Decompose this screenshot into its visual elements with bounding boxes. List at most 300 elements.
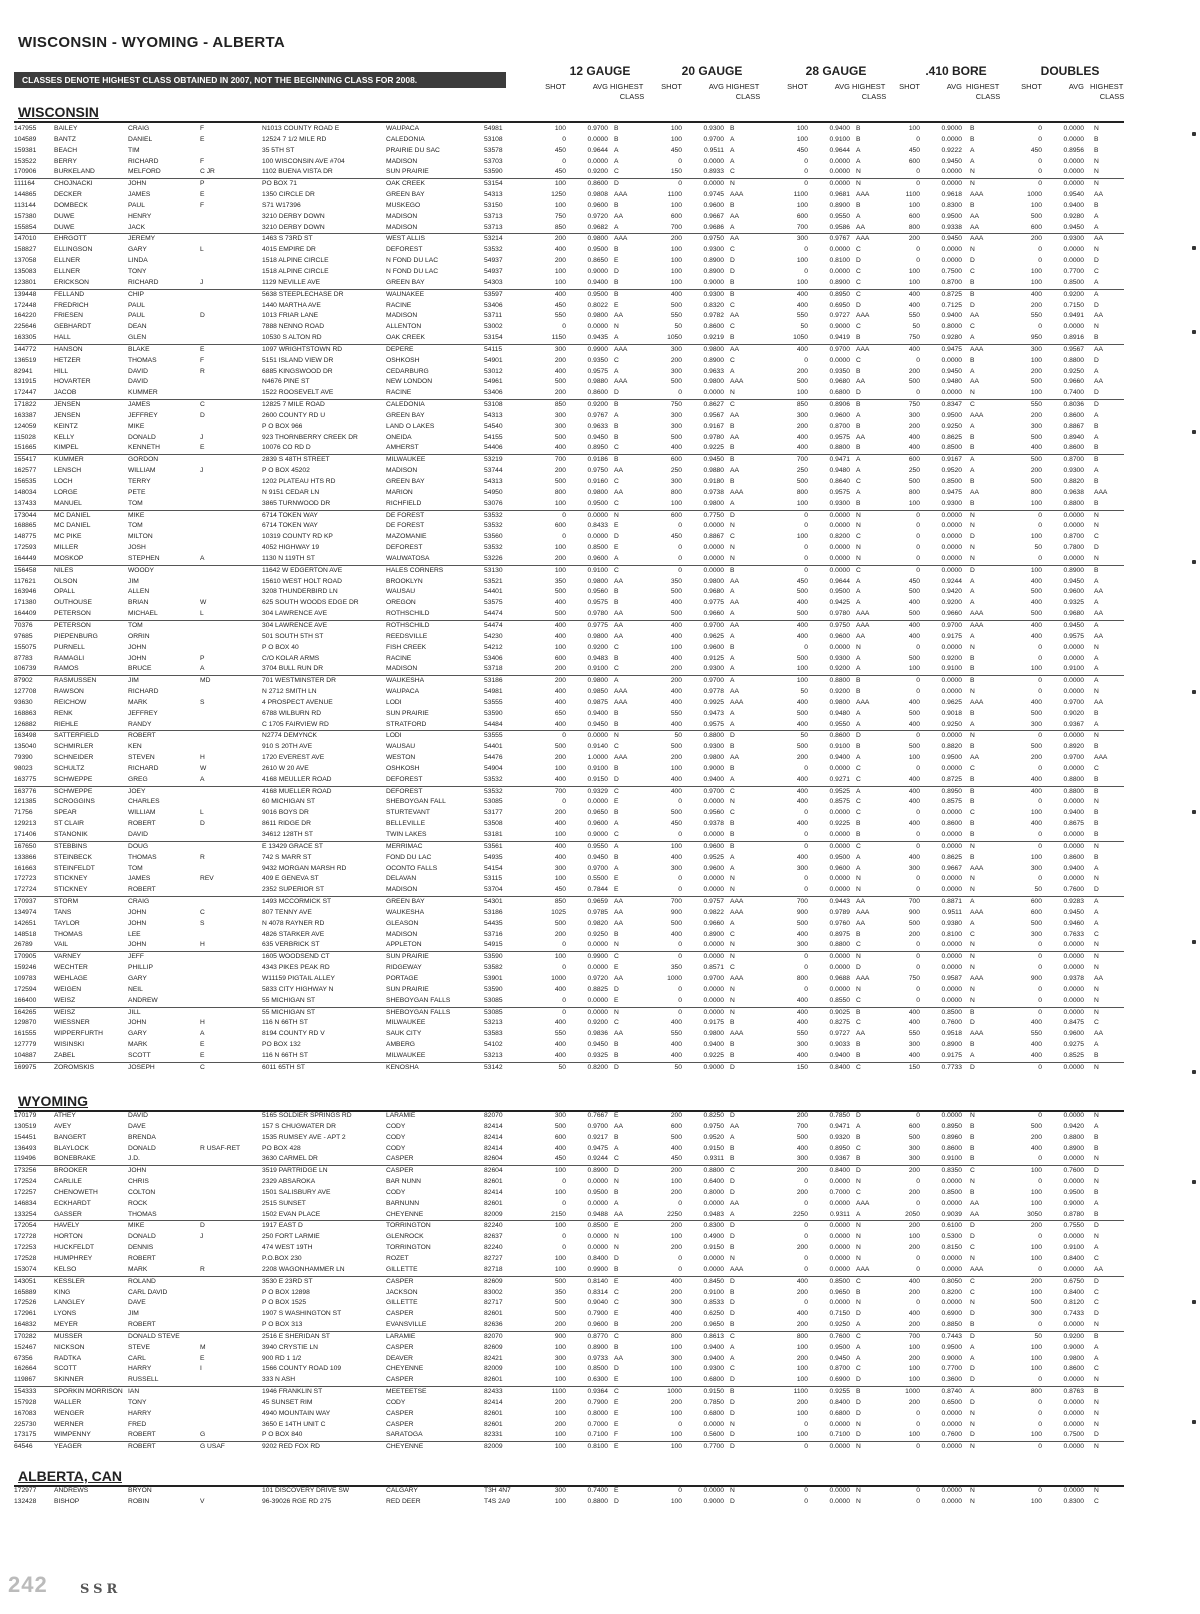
gauge-title-28: 28 GAUGE — [805, 64, 867, 78]
cell: 0.0000 — [1063, 1398, 1084, 1406]
cell: 0 — [1038, 1178, 1042, 1186]
cell: WERNER — [54, 1420, 84, 1428]
cell: 0.8740 — [941, 1388, 962, 1396]
cell: 2150 — [551, 1210, 566, 1218]
cell: 172448 — [14, 301, 37, 309]
cell: 0.8000 — [703, 1188, 724, 1196]
cell: 0.0000 — [829, 809, 850, 817]
cell: 0.9100 — [829, 135, 850, 143]
cell: 0.8800 — [829, 941, 850, 949]
cell: 400 — [554, 444, 566, 452]
cell: 0.9750 — [829, 621, 850, 629]
cell: 0.9400 — [703, 1354, 724, 1362]
cell: 0.8950 — [829, 290, 850, 298]
cell: 0 — [804, 831, 808, 838]
cell: 400 — [670, 1051, 682, 1059]
cell: 200 — [796, 1188, 808, 1196]
cell: 0 — [1038, 941, 1042, 949]
cell: RICHFIELD — [386, 499, 422, 507]
cell: 100 — [796, 257, 808, 265]
cell: N — [1094, 732, 1099, 740]
cell: 100 — [1030, 1497, 1042, 1505]
cell: B — [614, 433, 619, 441]
cell: 0 — [804, 168, 808, 176]
cell: 0.9638 — [1063, 488, 1084, 496]
cell: F — [200, 201, 205, 209]
cell: 0.9700 — [1063, 754, 1084, 762]
cell: ROLAND — [128, 1277, 156, 1285]
cell: 0.9280 — [1063, 212, 1084, 220]
cell: MEYER — [54, 1321, 78, 1329]
cell: 0.8825 — [587, 985, 608, 993]
cell: MERRIMAC — [386, 842, 423, 850]
cell: A — [200, 554, 205, 562]
cell: 200 — [908, 1167, 920, 1175]
cell: 0.8140 — [587, 1277, 608, 1285]
cell: 0.9450 — [941, 235, 962, 243]
cell: PAUL — [128, 301, 145, 309]
cell: 450 — [670, 146, 682, 154]
cell: PETERSON — [54, 610, 91, 618]
cell: 100 — [796, 135, 808, 143]
cell: 3208 THUNDERBIRD LN — [262, 588, 338, 596]
cell: 0.0000 — [1063, 842, 1084, 850]
cell: 0.8900 — [703, 267, 724, 275]
cell: 0.9800 — [587, 677, 608, 685]
cell: 0.0000 — [703, 389, 724, 397]
cell: D — [730, 1497, 735, 1505]
cell: DEPERE — [386, 345, 414, 353]
cell: 400 — [908, 1051, 920, 1059]
cell: WEISZ — [54, 996, 76, 1004]
cell: DANIEL — [128, 135, 153, 143]
cell: 0.9925 — [703, 698, 724, 706]
cell: 0 — [804, 1420, 808, 1428]
cell: W — [200, 764, 207, 772]
cell: 0.7125 — [941, 301, 962, 309]
cell: 0.8950 — [587, 444, 608, 452]
cell: 130519 — [14, 1122, 37, 1130]
cell: 200 — [908, 1222, 920, 1230]
cell: 0.8780 — [1063, 1210, 1084, 1218]
cell: N — [730, 1487, 735, 1494]
cell: 0.0000 — [1063, 135, 1084, 143]
cell: 0.7600 — [941, 1019, 962, 1027]
cell: A — [730, 1210, 735, 1218]
cell: WECHTER — [54, 964, 88, 972]
cell: SUN PRAIRIE — [386, 168, 429, 176]
cell: SUN PRAIRIE — [386, 709, 429, 717]
cell: N — [730, 554, 735, 562]
cell: 0.9782 — [703, 312, 724, 320]
cell: 0.0000 — [703, 180, 724, 188]
cell: 400 — [670, 698, 682, 706]
cell: C — [856, 478, 861, 485]
cell: 400 — [670, 853, 682, 861]
cell: N — [1094, 246, 1099, 254]
cell: B — [970, 665, 975, 673]
cell: 0 — [562, 1199, 566, 1207]
cell: C — [970, 323, 975, 331]
cell: C — [970, 1288, 975, 1296]
cell: B — [730, 478, 735, 485]
cell: A — [1094, 1122, 1099, 1130]
cell: 0.9575 — [829, 433, 850, 441]
cell: A — [970, 577, 975, 585]
cell: 53703 — [484, 157, 503, 165]
cell: 300 — [670, 864, 682, 872]
cell: 100 — [554, 1188, 566, 1196]
cell: PHILLIP — [128, 964, 153, 972]
cell: 0.0000 — [703, 544, 724, 552]
cell: LENSCH — [54, 467, 82, 475]
cell: 0 — [562, 941, 566, 949]
cell: 500 — [670, 378, 682, 386]
cell: 0.9000 — [703, 278, 724, 286]
cell: 0.0000 — [1063, 157, 1084, 165]
cell: 500 — [554, 1277, 566, 1285]
cell: 409 E GENEVA ST — [262, 875, 319, 883]
cell: ROBERT — [128, 886, 156, 894]
cell: FRED — [128, 1420, 147, 1428]
cell: 1150 — [551, 334, 566, 342]
cell: 500 — [670, 610, 682, 618]
cell: C — [614, 743, 619, 751]
cell: AAA — [730, 698, 744, 706]
cell: 162577 — [14, 467, 37, 475]
cell: 144772 — [14, 345, 37, 353]
cell: 0 — [916, 356, 920, 364]
cell: 400 — [908, 599, 920, 607]
cell: A — [856, 467, 861, 475]
cell: 0.8956 — [1063, 146, 1084, 154]
cell: 100 — [554, 125, 566, 132]
cell: 0.0000 — [829, 985, 850, 993]
cell: N — [1094, 1487, 1099, 1494]
cell: AAA — [856, 1265, 870, 1273]
cell: 0 — [678, 157, 682, 165]
cell: 0.9275 — [1063, 1041, 1084, 1049]
cell: GARY — [128, 1030, 147, 1038]
cell: N — [970, 246, 975, 254]
shooter-row — [14, 301, 1124, 312]
cell: 0.8500 — [587, 1365, 608, 1373]
cell: B — [1094, 1332, 1099, 1340]
cell: 400 — [796, 996, 808, 1004]
cell: N — [1094, 798, 1099, 806]
cell: D — [1094, 1222, 1099, 1230]
shooter-row — [14, 1430, 1124, 1442]
cell: 0.9311 — [830, 1210, 850, 1218]
cell: 250 — [908, 467, 920, 475]
cell: 0 — [916, 1265, 920, 1273]
cell: 0.9778 — [703, 688, 724, 696]
cell: SCROGGINS — [54, 798, 95, 806]
shooter-row — [14, 1029, 1124, 1040]
cell: 0.9800 — [703, 345, 724, 353]
cell: 0.0000 — [941, 554, 962, 562]
cell: SCHULTZ — [54, 764, 85, 772]
cell: 700 — [554, 787, 566, 795]
cell: 0.9025 — [829, 1008, 850, 1016]
cell: 4168 MUELLER ROAD — [262, 787, 332, 795]
cell: 100 — [670, 764, 682, 772]
cell: 0.9450 — [941, 157, 962, 165]
cell: 0 — [916, 1112, 920, 1119]
cell: AAA — [730, 898, 744, 906]
cell: 0.0000 — [941, 1487, 962, 1494]
cell: A — [970, 898, 975, 906]
cell: 0.9329 — [587, 787, 608, 795]
cell: AAA — [970, 698, 984, 706]
cell: 0.9420 — [941, 588, 962, 596]
cell: 0.0000 — [1063, 985, 1084, 993]
shooter-row — [14, 996, 1124, 1008]
cell: AA — [730, 754, 739, 762]
cell: N — [1094, 1443, 1099, 1451]
cell: 87783 — [14, 654, 33, 662]
cell: 1502 EVAN PLACE — [262, 1210, 321, 1218]
cell: B — [1094, 1133, 1099, 1141]
shooter-row — [14, 676, 1124, 687]
cell: SUN PRAIRIE — [386, 953, 429, 961]
cell: DAVID — [128, 367, 148, 375]
cell: 53713 — [484, 223, 503, 231]
cell: D — [730, 1376, 735, 1384]
cell: 0.9745 — [703, 191, 724, 199]
cell: TOM — [128, 499, 143, 507]
cell: 0 — [562, 135, 566, 143]
cell: TWIN LAKES — [386, 831, 427, 838]
cell: 0.9325 — [587, 1051, 608, 1059]
cell: 400 — [1030, 775, 1042, 783]
cell: DUWE — [54, 212, 75, 220]
cell: 550 — [908, 312, 920, 320]
cell: 54915 — [484, 941, 503, 949]
cell: P — [200, 180, 205, 188]
cell: SPORKIN MORRISON — [54, 1388, 123, 1396]
cell: B — [1094, 499, 1099, 507]
cell: ROBERT — [128, 820, 156, 828]
cell: A — [970, 467, 975, 475]
cell: 0.9400 — [1063, 201, 1084, 209]
cell: 400 — [554, 853, 566, 861]
cell: 100 — [554, 1343, 566, 1351]
cell: 0.9150 — [703, 1244, 724, 1252]
cell: 0.9900 — [587, 345, 608, 353]
cell: 53532 — [484, 522, 503, 530]
cell: 100 — [908, 754, 920, 762]
cell: 700 — [796, 1122, 808, 1130]
cell: D — [1094, 886, 1099, 894]
cell: 0.0000 — [829, 566, 850, 574]
cell: A — [1094, 278, 1099, 286]
cell: 0.8450 — [703, 1277, 724, 1285]
cell: JOHN — [128, 654, 147, 662]
cell: 154451 — [14, 1133, 37, 1141]
cell: C — [730, 930, 735, 938]
cell: AA — [614, 1210, 623, 1218]
cell: 0.0000 — [703, 953, 724, 961]
cell: 0.7433 — [1063, 1310, 1084, 1318]
cell: 0.7000 — [587, 1420, 608, 1428]
cell: 910 S 20TH AVE — [262, 743, 313, 751]
cell: 0.0000 — [703, 522, 724, 530]
cell: 0.9150 — [587, 775, 608, 783]
cell: LYONS — [54, 1310, 77, 1318]
cell: N — [970, 985, 975, 993]
cell: 0.9300 — [829, 499, 850, 507]
cell: 0.0000 — [703, 1265, 724, 1273]
cell: 450 — [908, 577, 920, 585]
cell: N — [614, 511, 619, 519]
cell: W — [200, 599, 207, 607]
cell: SHEBOYGAN FALLS — [386, 1008, 451, 1016]
cell: 1097 WRIGHTSTOWN RD — [262, 345, 343, 353]
cell: C — [1094, 1299, 1099, 1307]
avg-header-1: AVG — [708, 82, 724, 91]
shooter-row — [14, 1497, 1124, 1508]
cell: 100 — [670, 1233, 682, 1241]
cell: A — [1094, 908, 1099, 916]
cell: C — [856, 775, 861, 783]
cell: D — [614, 1497, 619, 1505]
cell: 0.8500 — [941, 478, 962, 485]
cell: 0.9450 — [1063, 908, 1084, 916]
cell: 0.9219 — [703, 334, 724, 342]
cell: 400 — [670, 1144, 682, 1152]
cell: 151665 — [14, 444, 37, 452]
cell: 0.9518 — [941, 1030, 962, 1038]
cell: 0.0000 — [1063, 1178, 1084, 1186]
cell: STICKNEY — [54, 886, 88, 894]
cell: 0.9750 — [587, 467, 608, 475]
cell: HETZER — [54, 356, 81, 364]
cell: 0.9100 — [1063, 1244, 1084, 1252]
cell: 250 — [796, 467, 808, 475]
cell: S — [200, 919, 205, 927]
cell: D — [614, 389, 619, 397]
cell: IAN — [128, 1388, 140, 1396]
cell: E — [614, 1398, 619, 1406]
cell: N — [970, 1112, 975, 1119]
cell: JOHN — [128, 908, 147, 916]
shooter-table-1 — [14, 1111, 1124, 1453]
cell: 0.0000 — [941, 1254, 962, 1262]
cell: PO BOX 71 — [262, 180, 297, 188]
cell: 400 — [908, 1019, 920, 1027]
cell: C — [970, 930, 975, 938]
cell: 0.9000 — [587, 267, 608, 275]
cell: TOM — [128, 522, 143, 530]
cell: 0.6500 — [941, 1398, 962, 1406]
cell: 0.3600 — [941, 1376, 962, 1384]
cell: 0.9175 — [941, 632, 962, 640]
cell: 0.8400 — [829, 1063, 850, 1071]
cell: B — [1094, 709, 1099, 717]
cell: B — [730, 125, 735, 132]
cell: 2208 WAGONHAMMER LN — [262, 1265, 345, 1273]
cell: 0.8933 — [703, 168, 724, 176]
shooter-row — [14, 808, 1124, 819]
cell: 0.9000 — [1063, 1199, 1084, 1207]
cell: B — [970, 1122, 975, 1130]
cell: B — [1094, 1188, 1099, 1196]
cell: 0.0000 — [941, 1299, 962, 1307]
cell: AA — [1094, 378, 1103, 386]
cell: 54435 — [484, 919, 503, 927]
cell: 0 — [1038, 522, 1042, 530]
avg-header-4: AVG — [1068, 82, 1084, 91]
cell: A — [856, 787, 861, 795]
cell: 0.0000 — [829, 168, 850, 176]
cell: AAA — [614, 345, 628, 353]
cell: A — [730, 1133, 735, 1141]
cell: AAA — [970, 1265, 984, 1273]
cell: B — [970, 290, 975, 298]
cell: 550 — [670, 312, 682, 320]
cell: 0.9560 — [703, 809, 724, 817]
section-title-0: WISCONSIN — [18, 104, 99, 120]
cell: B — [970, 853, 975, 861]
cell: 82331 — [484, 1431, 503, 1439]
shooter-row — [14, 1387, 1124, 1398]
cell: 53108 — [484, 135, 503, 143]
cell: 0.9300 — [941, 499, 962, 507]
cell: B — [1094, 831, 1099, 838]
cell: 400 — [670, 632, 682, 640]
cell: 0.9900 — [587, 1265, 608, 1273]
cell: 400 — [908, 720, 920, 728]
cell: B — [1094, 820, 1099, 828]
shooter-row — [14, 1354, 1124, 1365]
cell: D — [1094, 1310, 1099, 1318]
cell: 0 — [916, 809, 920, 817]
cell: AA — [614, 908, 623, 916]
cell: 0.9660 — [703, 919, 724, 927]
cell: 600 — [554, 654, 566, 662]
cell: 0.9780 — [703, 433, 724, 441]
cell: 0.9450 — [829, 1354, 850, 1362]
cell: 0.9367 — [1063, 720, 1084, 728]
cell: WILLIAM — [128, 809, 156, 817]
cell: 200 — [670, 677, 682, 685]
cell: N — [970, 544, 975, 552]
cell: TONY — [128, 1398, 147, 1406]
cell: 104887 — [14, 1051, 37, 1059]
cell: CASPER — [386, 1409, 414, 1417]
cell: 400 — [796, 853, 808, 861]
cell: 0.9800 — [587, 577, 608, 585]
cell: 100 WISCONSIN AVE #704 — [262, 157, 345, 165]
cell: 0 — [1038, 1376, 1042, 1384]
cell: B — [614, 456, 619, 464]
cell: 0.9600 — [829, 864, 850, 872]
cell: CALEDONIA — [386, 401, 425, 409]
cell: 54303 — [484, 278, 503, 286]
cell: AA — [730, 621, 739, 629]
cell: 0.0000 — [941, 886, 962, 894]
cell: ANDREWS — [54, 1487, 89, 1494]
shooter-row — [14, 1122, 1124, 1133]
cell: E — [614, 1310, 619, 1318]
cell: D — [1094, 389, 1099, 397]
cell: 53213 — [484, 1019, 503, 1027]
shooter-row — [14, 1265, 1124, 1277]
cell: 0.9800 — [587, 235, 608, 243]
cell: 0.8700 — [829, 422, 850, 430]
cell: 0.9300 — [703, 665, 724, 673]
